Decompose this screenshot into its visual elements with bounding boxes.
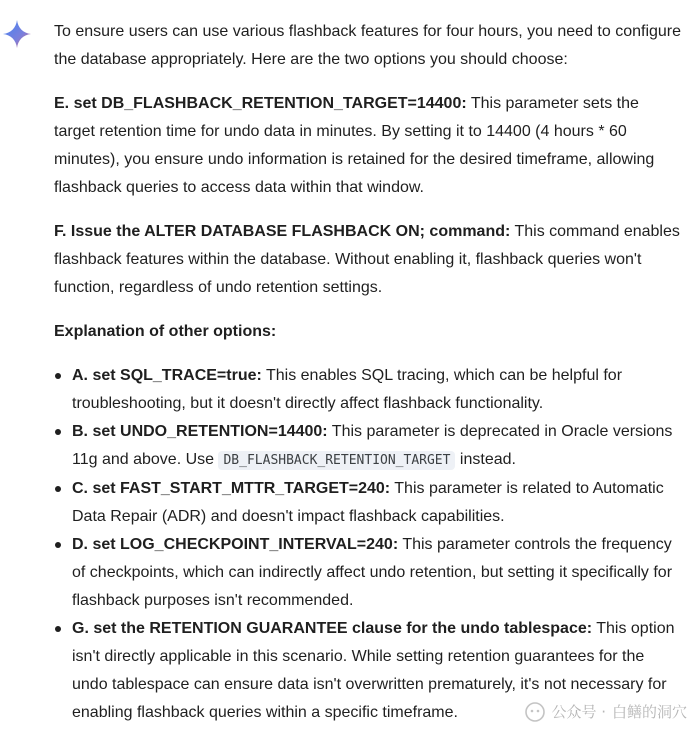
option-b-code: DB_FLASHBACK_RETENTION_TARGET xyxy=(218,451,455,470)
intro-paragraph: To ensure users can use various flashback features for four hours, you need to configure the database appropriately. Here are the two options you should choose: xyxy=(54,23,682,68)
option-e-label: E. set DB_FLASHBACK_RETENTION_TARGET=14400: xyxy=(54,95,467,112)
list-item-option-a xyxy=(54,362,684,418)
option-f-text: This command enables flashback features within the database. Without enabling it, flashback queries won't function, regardless of undo retention settings. xyxy=(54,223,680,296)
watermark-name: 白鳝的洞穴 xyxy=(611,703,687,721)
option-c-label: C. set FAST_START_MTTR_TARGET=240: xyxy=(72,480,391,497)
option-d-text: This parameter controls the frequency of checkpoints, which can indirectly affect undo retention, but setting it specifically for flashback purposes isn't recommended. xyxy=(72,536,673,609)
option-e-paragraph xyxy=(54,90,684,202)
option-d-label: D. set LOG_CHECKPOINT_INTERVAL=240: xyxy=(72,536,399,553)
wechat-icon xyxy=(525,702,545,722)
option-a-label: A. set SQL_TRACE=true: xyxy=(72,367,262,384)
option-c-text: This parameter is related to Automatic Data Repair (ADR) and doesn't impact flashback capabilities. xyxy=(72,480,664,525)
watermark-prefix: 公众号 · xyxy=(551,703,606,721)
option-b-text-after: instead. xyxy=(455,451,516,468)
list-item-option-b xyxy=(54,418,684,475)
option-b-label: B. set UNDO_RETENTION=14400: xyxy=(72,423,328,440)
option-g-label: G. set the RETENTION GUARANTEE clause for the undo tablespace: xyxy=(72,620,593,637)
option-e-text: This parameter sets the target retention time for undo data in minutes. By setting it to 14400 (4 hours * 60 minutes), you ensure undo information is retained for the desired timeframe, allowing flashback queries to access data within that window. xyxy=(54,95,655,196)
option-a-text: This enables SQL tracing, which can be helpful for troubleshooting, but it doesn't directly affect flashback functionality. xyxy=(72,367,623,412)
other-options-list xyxy=(54,362,684,727)
other-options-heading: Explanation of other options: xyxy=(54,323,277,340)
option-f-label: F. Issue the ALTER DATABASE FLASHBACK ON; command: xyxy=(54,223,511,240)
option-f-paragraph xyxy=(54,218,684,302)
response-body xyxy=(54,18,684,727)
list-item-option-c xyxy=(54,475,684,531)
option-b-text-before: This parameter is deprecated in Oracle versions 11g and above. Use xyxy=(72,423,673,468)
gemini-sparkle-icon xyxy=(2,19,32,49)
option-g-text: This option isn't directly applicable in this scenario. While setting retention guarantees for the undo tablespace can ensure data isn't overwritten prematurely, it's not necessary for enabling flashback queries within a specific timeframe. xyxy=(72,620,675,721)
watermark xyxy=(525,702,687,722)
list-item-option-d xyxy=(54,531,684,615)
